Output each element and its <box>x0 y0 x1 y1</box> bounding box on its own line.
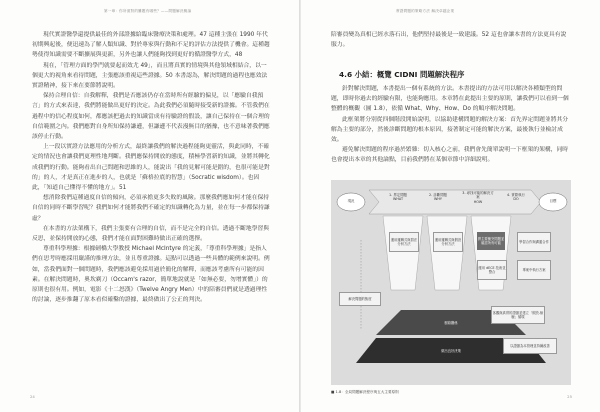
step-english: WHY <box>434 197 442 202</box>
paragraph: 針對解決問題，本書提出一個有系統的方法。本書提出的方法可用以解決各種類型的問題，即時你過去的經驗有限，也能夠應用。本章將在此提出主要的原則，讓我們可以看到一個整體的概觀（圖 1.8），依循 What、Why、How、Do 的順序解決問題。 <box>331 86 569 113</box>
step-2-label: 2. 診斷問題 WHY <box>429 193 447 202</box>
paragraph: 現在，「管理方面的學門就要起而效尤 49」，而且將真實的情境與其他領域相結合，以一個更大的視角來看待問題，主張應該重視這些證據。50 本書認為，解決問題的過程也應效法實證精神，接下來在要節將說明。 <box>32 62 268 90</box>
pyramid-tier-1-label: 樹絡關係 <box>444 320 458 325</box>
column-box-3: 運用 dECE 技術並整合 <box>477 260 507 280</box>
step-number: 3 <box>462 191 465 195</box>
column-box-2: 運用邏輯式與假設分析方法 <box>433 232 463 252</box>
side-box-1: 將主要衝突問題並確認所有可能 <box>477 232 505 250</box>
section-title: 4.6 小結：概覽 CIDNI 問題解決程序 <box>339 70 465 79</box>
paragraph: 想消除我們這種過度自信的傾向，必須承擔更多失敗的風險。那麼我們應如何才能在保持自信的同時不斷學習呢？我們如何才能將我們不確定的知識轉化為力量，並在每一步都保持謙虛？ <box>32 195 270 222</box>
column-box-1: 運用邏輯式與寫法分析方法 <box>389 232 419 252</box>
step-number: 1 <box>389 193 392 197</box>
paragraph: 尊重科學理據：根據劍橋大學教授 Michael McIntyre 的定義，「尊重科學理據」是指人們在思考時應採用嚴謹的推理方法，並且尊重證據。這點可以透過一些具體的範例來說明。例如，當我們面對一個問題時，我們應該避免採用過於簡化的解釋，而應該考慮所有可能的因素。在解決問題時，奧坎剃刀（Occam's razor，簡單地說就是「如無必要，勿增實體」）的原則也很有用。例如，電影《十二怒漢》（Twelve Angry Men）中的陪審員們就是透過理性的討論，逐步推翻了原本看似確鑿的證據，最終做出了公正的判決。 <box>32 246 270 304</box>
side-box-2: 專案中執行方案 <box>517 260 551 280</box>
paragraph: 現代實證醫學還提供最佳的外部證據給臨床醫療決策和處理。47 這種主張在 1990 年代初期興起後，便迅速為了解人類知識、對於專家與行動和不足的評估方法提供了機會。這種趨勢使得知識需要不斷擴展與更新，另外也讓人們能夠找到更好的循證醫學方式，48 <box>32 32 270 59</box>
step-number: 2 <box>429 193 432 197</box>
step-title: 診斷問題 <box>433 193 447 197</box>
paragraph: 避免解決問題的程序過於繁雜：切入核心之前，我們會先簡單說明一下框架的架構，同時也會提出本章的其他論點，目前我們將在某個章節中詳細說明。 <box>331 147 569 164</box>
running-header: 實證問題的策略方法 解決卓越企業 <box>396 9 455 13</box>
right-body-text <box>331 84 571 166</box>
step-4-label: 4. 實際執行 DO <box>507 193 525 202</box>
right-page <box>301 0 600 412</box>
note-box-2: 以證據為本管理並持續改善 <box>503 338 557 354</box>
right-top-text <box>331 30 571 50</box>
step-english: HOW <box>473 199 483 204</box>
step-english: WHAT <box>392 197 404 202</box>
paragraph: 上一段以實證方法應用的分析方式，最終讓我們的解決過程能夠更靈活，與此同時，不確定的情況也會讓我們更理性地判斷。我們應保持開放的態度，積極學習新的知識，並將其轉化成我們的行動。能夠看出自己問題和思維的人，能說出「我的見解可能是錯的，也很可能是對的」的人，才是真正在進步的人，也就是「蘇格拉底的智慧」（Socratic wisdom）。也因此，「知道自己懂得不懂的地方」。51 <box>32 144 270 192</box>
paragraph: 在本書的方法架構下，我們主張要有合理的自信，而不是完全的自信。透過不斷地學習與反思，並保持開放的心態，我們才能在面對困難時做出正確的選擇。 <box>32 225 270 243</box>
paragraph: 此框架將分別從四個階段開始說明，以協助建構問題的解決方案：首先界定問題並將其分解為主要的部分，然後診斷問題的根本原因，接著制定可能的解決方案，最後執行並檢討成效。 <box>331 116 569 144</box>
step-english: DO <box>513 197 519 202</box>
step-title: 實際執行 <box>511 193 525 197</box>
step-3-label: 3. 尋找可能的解決方案 HOW <box>462 191 494 204</box>
step-title: 界定問題 <box>393 193 407 197</box>
left-body-text <box>32 30 270 305</box>
pyramid-tier-2-label: 做出良好決策 <box>441 348 461 353</box>
step-title: 尋找可能的解決方案 <box>466 191 494 200</box>
step-1-label: 1. 界定問題 WHAT <box>389 193 407 202</box>
figure-caption: ■ 1.8：全局問題解決程序與五大主要原則 <box>331 390 399 394</box>
page-number: 24 <box>30 394 35 399</box>
cidni-process-figure <box>331 180 571 385</box>
goal-label: 目標 <box>549 199 557 203</box>
running-header: 第一章：你所面對的難題有哪些？——問題解決概論 <box>104 9 192 13</box>
current-state-label: 現況 <box>347 199 355 203</box>
funnel-column-2 <box>427 216 467 290</box>
column-box-4: 學習合作與溝通合作 <box>517 232 551 252</box>
page-number: 25 <box>567 394 572 399</box>
funnel-column-1 <box>383 216 423 290</box>
left-page <box>0 0 299 412</box>
step-number: 4 <box>507 193 510 197</box>
attitude-box: 解決問題的態度 <box>339 292 381 306</box>
paragraph: 陪審員變為真相已經水落石出，他們堅持最後是一致建議。52 這也會讓本書的方法更具有說服力。 <box>331 32 567 49</box>
paragraph: 保持合理自信：自我解釋，我們是否應該仍存在當時所有經驗的偏見，以「應驗自我預言」的方式來表達，我們將能做出更好的決定。為此我們必須隨時接受新的證據。不管我們在過程中的信心程度如何，都應該把過去的知識當成有待驗證的假設，讓自己保持在一個合理的自信範圍之內。我們應對自身所知保持謙遜，但謙遜不代表漫無目的猶豫，也不意味著我們應該停止行動。 <box>32 93 270 141</box>
note-box-1: 客觀與真實的證據並建立「假設-檢驗」循環 <box>491 306 545 324</box>
